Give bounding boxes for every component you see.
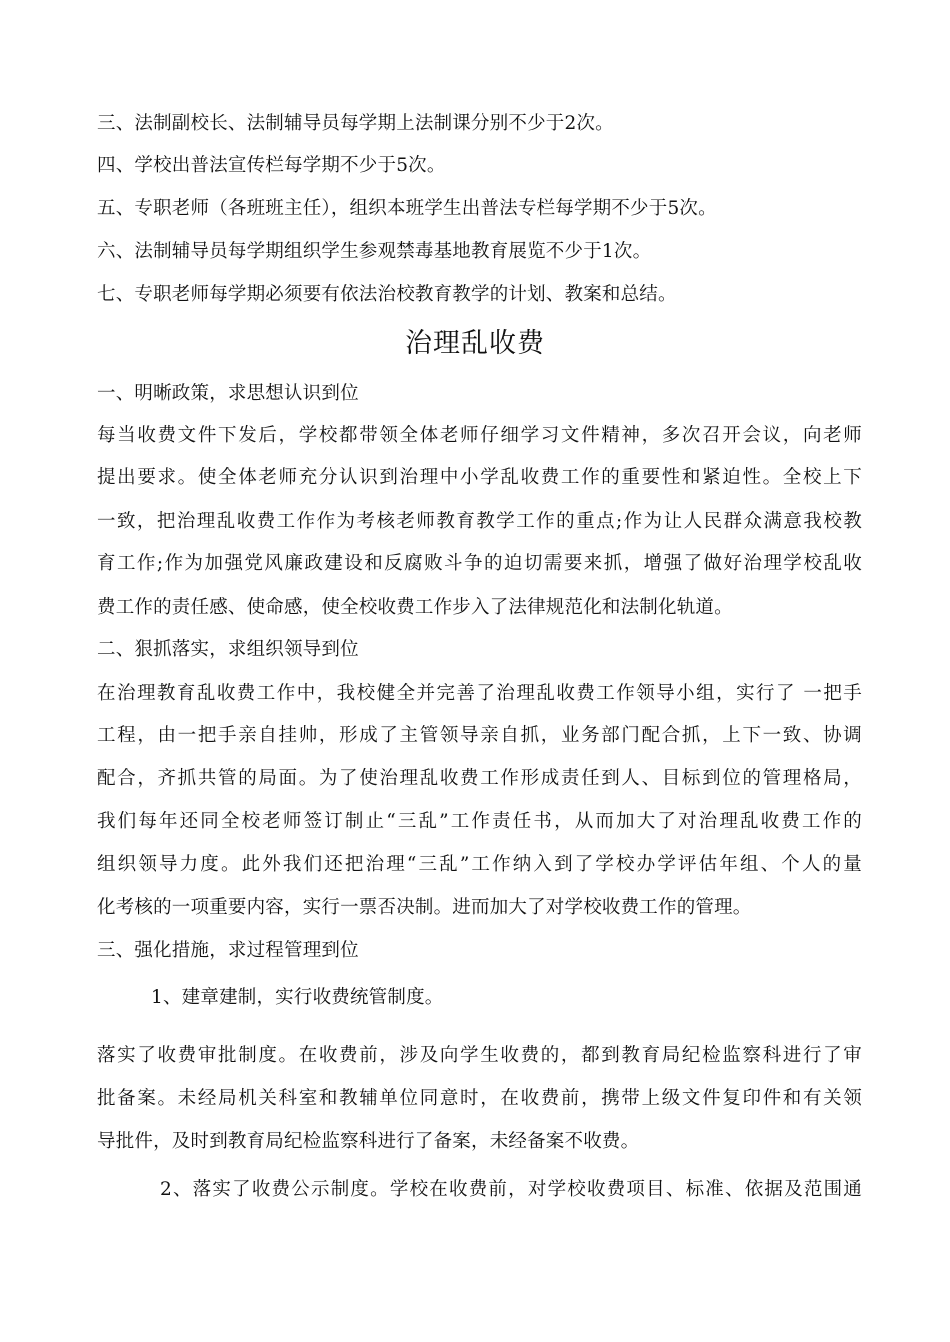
section-title: 治理乱收费 (405, 328, 545, 359)
paragraph-line: 配合，齐抓共管的局面。为了使治理乱收费工作形成责任到人、目标到位的管理格局， (97, 768, 862, 789)
paragraph-line: 批备案。未经局机关科室和教辅单位同意时，在收费前，携带上级文件复印件和有关领 (97, 1088, 862, 1109)
paragraph-line: 化考核的一项重要内容，实行一票否决制。进而加大了对学校收费工作的管理。 (97, 897, 752, 918)
subheading: 1、建章建制，实行收费统管制度。 (151, 987, 444, 1008)
paragraph-line: 导批件，及时到教育局纪检监察科进行了备案，未经备案不收费。 (97, 1131, 640, 1152)
paragraph-line: 提出要求。使全体老师充分认识到治理中小学乱收费工作的重要性和紧迫性。全校上下 (97, 467, 862, 488)
paragraph-line: 我们每年还同全校老师签订制止“三乱”工作责任书，从而加大了对治理乱收费工作的 (97, 811, 862, 832)
list-item: 七、专职老师每学期必须要有依法治校教育教学的计划、教案和总结。 (97, 284, 677, 305)
section-heading: 三、强化措施，求过程管理到位 (97, 940, 359, 961)
list-item: 四、学校出普法宣传栏每学期不少于5次。 (97, 155, 446, 176)
paragraph-line: 2、落实了收费公示制度。学校在收费前，对学校收费项目、标准、依据及范围通 (160, 1179, 862, 1200)
list-item: 三、法制副校长、法制辅导员每学期上法制课分别不少于2次。 (97, 113, 614, 134)
paragraph-line: 一致，把治理乱收费工作作为考核老师教育教学工作的重点;作为让人民群众满意我校教 (97, 511, 862, 532)
paragraph-line: 落实了收费审批制度。在收费前，涉及向学生收费的，都到教育局纪检监察科进行了审 (97, 1045, 862, 1066)
section-heading: 一、明晰政策，求思想认识到位 (97, 383, 359, 404)
paragraph-line: 育工作;作为加强党风廉政建设和反腐败斗争的迫切需要来抓，增强了做好治理学校乱收 (97, 553, 862, 574)
paragraph-line: 每当收费文件下发后，学校都带领全体老师仔细学习文件精神，多次召开会议，向老师 (97, 425, 862, 446)
paragraph-line: 组织领导力度。此外我们还把治理“三乱”工作纳入到了学校办学评估年组、个人的量 (97, 854, 862, 875)
paragraph-line: 费工作的责任感、使命感，使全校收费工作步入了法律规范化和法制化轨道。 (97, 597, 733, 618)
list-item: 五、专职老师（各班班主任），组织本班学生出普法专栏每学期不少于5次。 (97, 198, 717, 219)
list-item: 六、法制辅导员每学期组织学生参观禁毒基地教育展览不少于1次。 (97, 241, 652, 262)
paragraph-line: 工程，由一把手亲自挂帅，形成了主管领导亲自抓，业务部门配合抓，上下一致、协调 (97, 725, 862, 746)
section-heading: 二、狠抓落实，求组织领导到位 (97, 639, 359, 660)
paragraph-line: 在治理教育乱收费工作中，我校健全并完善了治理乱收费工作领导小组，实行了 一把手 (97, 683, 862, 704)
